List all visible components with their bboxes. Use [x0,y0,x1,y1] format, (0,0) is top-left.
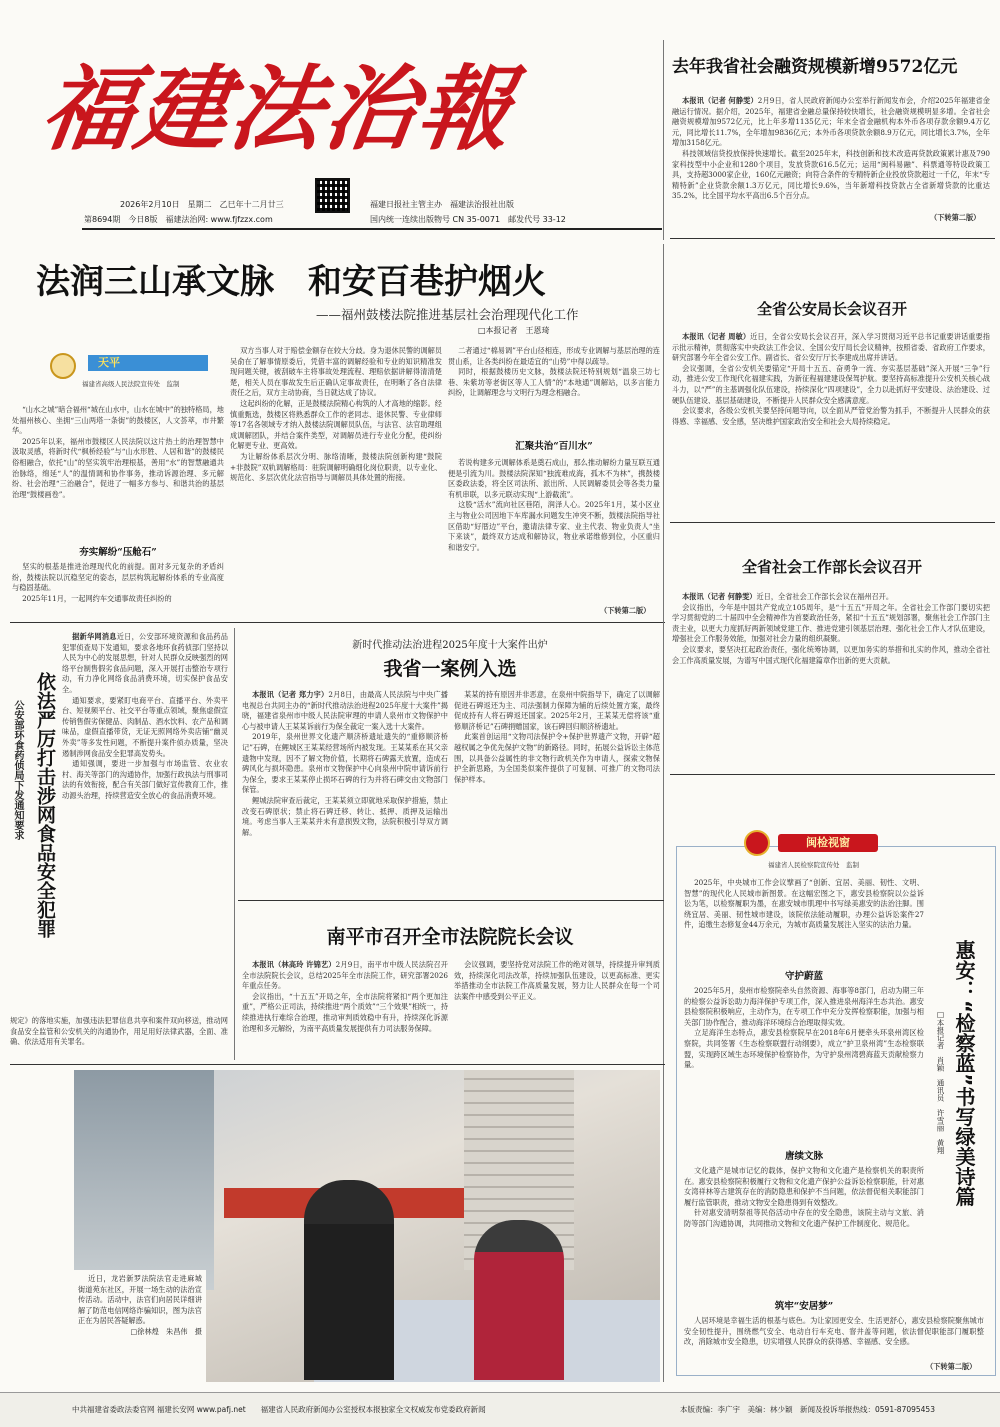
main-continued: （下转第二版） [600,606,651,615]
masthead-rule [82,228,662,230]
column-body2: 文化遗产是城市记忆的载体，保护文物和文化遗产是检察机关的职责所在。惠安县检察院积极履行文物和文化遗产保护公益诉讼检察职能，针对惠女湾祥林等古建筑存在的消防隐患和保护不当问题，依法督促相关职能部门履行监管职责，推动文物安全隐患得到有效整改。 针对惠安清明祭祖等民俗活动中存在的安全隐患，该院主动与文旅、消防等部门沟通协调，共同推动文物和文化遗产保护工作制度化、规范化。 [684,1166,924,1228]
photo-resident [474,1220,564,1380]
top-right-headline: 去年我省社会融资规模新增9572亿元 [672,57,958,77]
main-col3-subhead: 汇聚共治“百川水” [515,441,593,452]
top-right-body: 本报讯（记者 何静雯）2月9日，省人民政府新闻办公室举行新闻发布会，介绍2025年福建省金融运行情况。据介绍，2025年，福建省金融总量保持较快增长，社会融资规模明显多增。全省社会融资规模增加9572亿元，比上年多增1135亿元；年末全省金融机构本外币各项存款余额9.4万亿元，同比增长11.7%，全年增加9836亿元；本外币各项贷款余额8.9万亿元，同比增长3.7%，全年增加3158亿元。 科技领域信贷投放保持快速增长。截至2025年末，科技创新和技术改造再贷款政策累计惠及790家科技型中小企业和1280个项目，发放贷款616.5亿元；运用“闽科易融”、科票通等特设政策工具，支持超3000家企业，160亿元融资；向符合条件的专精特新企业投放贷款超过一千亿，年末“专精特新”企业贷款余额1.3万亿元，同比增长9.6%，当年新增科技贷款占全省新增贷款的比重达35.2%，比全国平均水平高出6.5个百分点。 [672,96,990,201]
main-col1: “山水之城”暗合福州“城在山水中，山水在城中”的独特格局，地处福州核心、坐拥“三山两塔一条街”的鼓楼区，人文荟萃，市井繁华。 2025年以来，福州市鼓楼区人民法院以这片热土的治理智慧中汲取灵感，将新时代“枫桥经验”与“山水形胜、人居和谐”的鼓楼民俗相融合，依托“山”的坚实筑牢治理根基，善用“水”的智慧融通共治脉络，绵延“人”的温情调和协作事务，推动诉源治理、多元解纷、社会治理“三治融合”，促进了一幅多方参与、和谐共治的基层治理“鼓楼画卷”。 [12,405,224,499]
column-sub2: 唐续文脉 [784,1151,823,1162]
main-headline: 法润三山承文脉 和安百巷护烟火 [36,262,546,302]
social-work-byline: 本报讯（记者 何静雯） [682,592,757,601]
food-vertical-headline: 依法严厉打击涉网食品安全犯罪 [34,672,56,938]
column-badge-title: 闽检视窗 [778,834,878,852]
social-work-rule [670,774,995,775]
main-subtitle: ——福州鼓楼法院推进基层社会治理现代化工作 [316,307,579,322]
column-body3: 人居环境是幸福生活的根基与底色。为让家园更安全、生活更舒心，惠安县检察院聚焦城市安全韧性提升，围绕燃气安全、电动自行车充电、窨井盖等问题，依法督促职能部门履职整改，消除城市安全隐患，切实增强人民群众的获得感、幸福感、安全感。 [684,1316,984,1347]
scales-icon [50,353,76,379]
police-rule [670,522,995,523]
nanping-col2: 会议强调，要坚持党对法院工作的绝对领导，持续提升审判质效，持续深化司法改革，持续加强队伍建设，以更高标准、更实举措推动全市法院工作高质量发展，努力让人民群众在每一个司法案件中感受到公平正义。 [454,960,660,1001]
top-right-byline: 本报讯（记者 何静雯） [682,96,758,105]
tianping-badge-caption: 福建省高级人民法院宣传处 监制 [82,380,180,388]
nanping-col1: 本报讯（林高玲 许锦艺）2月9日，南平市中级人民法院召开全市法院院长会议，总结2025年全市法院工作，研究部署2026年重点任务。 会议指出，“十五五”开局之年，全市法院将紧扣“两个更加注重”，严格公正司法，持续推进“两个质效”“三个效果”相统一，持续推进执行难综合治理，推动审判质效稳中有升，持续深化诉源治理和多元解纷，为南平高质量发展提供有力司法服务保障。 [242,960,448,1033]
cases-divider [234,628,235,1060]
police-byline: 本报讯（记者 周敏） [682,332,751,341]
column-continued: （下转第二版） [926,1362,977,1371]
police-body: 本报讯（记者 周敏）近日，全省公安局长会议召开，深入学习贯彻习近平总书记重要讲话重要指示批示精神，贯彻落实中央政法工作会议、全国公安厅局长会议精神，按照省委、省政府工作要求，研究部署今年全省公安工作。副省长、省公安厅厅长李建成出席并讲话。 会议强调，全省公安机关要锚定“开局十五五、奋勇争一流、夯实基层基础”深入开展“三争”行动，推进公安工作现代化福建实践，为新征程福建建设保驾护航。要坚持高标准提升公安机关核心战斗力，以“严”的主基调强化队伍建设，持续深化“四项建设”，全力以赴抓好平安建设、法治建设、过硬队伍建设、基层基础建设，不断提升人民群众安全感满意度。 会议要求，各级公安机关要坚持问题导向，以全面从严管党治警为抓手，不断提升人民群众的获得感、幸福感、安全感，坚决维护国家政治安全和社会大局持续稳定。 [672,332,990,426]
main-bottom-rule [10,622,665,623]
column-sub1: 守护蔚蓝 [784,971,823,982]
column-intro: 2025年，中央城市工作会议擘画了“创新、宜居、美丽、韧性、文明、智慧”的现代化人民城市新图景。在这幅宏图之下，惠安县检察院以公益诉讼为笔，以检察履职为墨，在惠安城市肌理中书写绿美惠安的法治注脚。围绕宜居、美丽、韧性城市建设，该院依法能动履职，办理公益诉讼案件27件，追缴生态修复金44万余元，为城市高质量发展注入坚实的法治力量。 [684,878,924,930]
cases-kicker: 新时代推动法治进程2025年度十大案件出炉 [352,640,548,651]
photo-credit: □徐林煌 朱昌伟 摄 [130,1326,202,1336]
sponsor-line-1: 福建日报社主管主办 福建法治报社出版 [370,200,514,209]
nanping-headline: 南平市召开全市法院院长会议 [326,926,574,948]
sponsor-line-2: 国内统一连续出版物号 CN 35-0071 邮发代号 33-12 [370,215,566,224]
cases-col2: 某某的持有原因并非恶意，在泉州中院指导下，确定了以调解促进石碑返还为主、司法强制力保障为辅的后续处置方案，最终促成持有人将石碑返还国家。2025年2月，王某某无偿将该“重修顺济桥记”石碑捐赠国家，该石碑回归顺济桥遗址。 此案首创运用“文物司法保护令+保护世界遗产文物，开辟“超越权属之争优先保护文物”的新路径。同时，拓展公益诉讼主体范围，以具备公益属性的非文物行政机关作为申请人，探索文物保护全新思路，为全国类似案件提供了可复制、可推广的文物司法保护样本。 [454,690,660,784]
top-right-rule [670,238,995,239]
column-body1: 2025年5月，泉州市检察院牵头自然资源、海事等8部门，启动为期三年的检察公益诉讼助力海洋保护专项工作，深入推进泉州海洋生态共治。惠安县检察院积极响应，主动作为，在专项工作中充分发挥检察职能，加强与相关部门协作配合，推动海洋环境综合治理取得实效。 立足海洋生态特点，惠安县检察院早在2018年6月便牵头环泉州湾区检察院，共同签署《生态检察联盟行动纲要》，成立“护卫泉州湾”生态检察联盟，实现跨区域生态环境保护检察协作，为守护泉州湾碧海蓝天贡献检察力量。 [684,986,924,1070]
photo-building [74,1070,214,1290]
footer-left: 中共福建省委政法委官网 福建长安网 www.pafj.net 福建省人民政府新闻办公室授权本报独家全文权威发布党委政府新闻 [72,1405,486,1414]
column-vertical-byline: □本报记者 肖颖 通讯员 许雪丽 黄翔 [936,1010,945,1154]
main-col1-subhead: 夯实解纷“压舱石” [79,547,157,558]
column-sub3: 筑牢“安居梦” [774,1301,834,1312]
masthead-title: 福建法治報 [35,55,521,163]
photo-caption: 近日，龙岩新罗法院法官走进麻城街道苑东社区，开展一场生动的法治宣传活动。活动中，法官们向居民详细讲解了防范电信网络诈骗知识，图为法官正在为居民答疑解惑。 □徐林煌 朱昌伟 摄 [78,1274,202,1336]
qr-code [315,178,350,213]
date-line: 2026年2月10日 星期二 乙巳年十二月廿三 [120,200,284,209]
column-divider [663,40,664,240]
main-col1b: 坚实的根基是推进治理现代化的前提。面对多元复杂的矛盾纠纷，鼓楼法院以沉稳坚定的姿态，层层构筑起解纷体系的专业高度与稳固基础。 2025年11月，一起网约车交通事故责任纠纷的 [12,562,224,603]
food-byline: 据新华网消息 [72,632,117,641]
procuratorate-emblem-icon [744,830,770,856]
right-column-divider [663,244,664,1382]
main-col3: 二者通过“棉易调”平台山径相连，形成专业调解与基层治理的连贯山系，让各类纠纷在最适宜的“山势”中得以疏导。 同时，根据鼓楼历史文脉，鼓楼法院还特别规划“温泉三坊七巷、朱紫坊等老街区等人工人情”的“本地通”调解站，以多言能力纠纷，让调解理念与文明行为理念相融合。 [448,346,660,398]
tianping-badge [38,345,214,395]
food-body: 据新华网消息近日，公安部环境资源和食品药品犯罪侦查局下发通知，要求各地环食药侦部门坚持以人民为中心的发展思想，针对人民群众反映强烈的网络平台制售假劣食品问题，深入开展打击整治专项行动，有力净化网络食品消费环境，切实保护食品安全。 通知要求，要紧盯电商平台、直播平台、外卖平台、短视频平台、社交平台等重点领域，聚焦虚假宣传销售假劣保健品、肉制品、酒水饮料、农产品和调味品，虚假直播带货，无证无照网络外卖店铺“幽灵外卖”等多发性问题，不断提升案件侦办质量，坚决遏制涉网食品安全犯罪高发势头。 通知强调，要进一步加强与市场监管、农业农村、海关等部门的沟通协作，加强行政执法与刑事司法的有效衔接，配合有关部门做好宣传教育工作，推动源头治理，持续营造安全放心的食品消费环境。 [62,632,228,800]
food-body-bottom: 规定》的落地实施，加强违法犯罪信息共享和案件双向移送，推动网食品安全监管和公安机关的沟通协作，用足用好法律武器，全面、准确、依法适用有关罪名。 [10,1016,228,1047]
social-work-body: 本报讯（记者 何静雯）近日，全省社会工作部长会议在福州召开。 会议指出，今年是中国共产党成立105周年，是“十五五”开局之年。全省社会工作部门要切实把学习贯彻党的二十届四中全会精神作为首要政治任务，紧扣“十五五”规划部署，聚焦社会工作部门主责主业，以更大力度抓好两新领域党建工作、推进党建引领基层治理、强化社会工作人才队伍建设，增强社会工作服务效能，加强对社会力量的组织凝聚。 会议要求，要坚决扛起政治责任，强化统筹协调，以更加务实的举措和扎实的作风，推动全省社会工作高质量发展，为谱写中国式现代化福建篇章作出新的更大贡献。 [672,592,990,665]
cases-col1: 本报讯（记者 郑力宇）2月8日，由最高人民法院与中央广播电视总台共同主办的“新时代推动法治进程2025年度十大案件”揭晓，福建省泉州市中级人民法院审理的申请人泉州市文物保护中心与被申请人王某某诉前行为保全裁定一案入选十大案件。 2019年，泉州世界文化遗产顺济桥遗址遗失的“重修顺济桥记”石碑，在鲤城区王某某经营场所内被发现。王某某系在其父亲遗物中发现，因不了解文物价值，长期将石碑露天放置，造成石碑风化与损坏隐患。泉州市文物保护中心向泉州中院申请诉前行为保全，要求王某某停止损坏石碑的行为并将石碑交由文物部门保管。 鲤城法院审查后裁定，王某某须立即就地采取保护措施，禁止改变石碑原状；禁止将石碑迁移、转让、抵押、质押及运输出境。考虑当事人王某某并未有意损毁文物，法院积极引导双方调解。 [242,690,448,837]
police-headline: 全省公安局长会议召开 [756,300,907,318]
issue-line: 第8694期 今日8版 福建法治网: www.fjfzzx.com [84,215,273,224]
social-work-headline: 全省社会工作部长会议召开 [741,558,922,576]
cases-rule [238,900,664,901]
cases-headline: 我省一案例入选 [383,658,517,680]
food-vertical-sub: 公安部环食药侦局下发通知要求 [12,700,23,840]
column-badge [744,826,944,876]
top-right-continued: （下转第二版） [930,213,981,222]
main-col3b: 若说构建多元调解体系是奠石成山，那么推动解纷力量互联互通便是引流为川。鼓楼法院深知“独流难成海，孤木不为林”，携鼓楼区委政法委，将全区司法所、派出所、人民调解委员会等各类力量有机串联，以多元联动实现“上游截流”。 这股“活水”流向社区巷陌，润泽人心。2025年1月，某小区业主与物业公司因地下车库漏水问题发生冲突不断，鼓楼法院指导社区借助“好厝边”平台，邀请法律专家、业主代表、物业负责人“坐下来谈”，最终双方达成和解协议，物业承诺维修到位，小区重归和谐安宁。 [448,458,660,552]
column-badge-caption: 福建省人民检察院宣传处 监制 [768,861,859,869]
cases-byline: 本报讯（记者 郑力宇） [252,690,329,699]
main-byline: □本报记者 王恩琦 [478,326,550,335]
column-vertical-headline: 惠安：“检察蓝”书写绿美诗篇 [952,940,976,1207]
tianping-badge-title: 天平 [88,355,208,371]
main-col2: 双方当事人对于赔偿金额存在较大分歧。身为退休民警的调解员吴俞在了解事情原委后，凭借丰富的调解经验和专业的知识精准发现问题关键，被刮破车主将事故处理流程、理赔依据讲解得清清楚楚，相关人员在事故发生后正确认定事故责任，在明晰了各自法律责任之后，双方主动协商，当日就达成了协议。 这起纠纷的化解，正是鼓楼法院精心构筑的人才高地的缩影。经慎重甄选，鼓楼区将熟悉群众工作的老同志、退休民警、专业律师等17名各领域专才纳入鼓楼法院调解员队伍，与法官、法官助理组成调解团队，并结合案件类型，对调解员进行专业化分配，使纠纷化解更专业、更高效。 为让解纷体系层次分明、脉络清晰，鼓楼法院创新构建“鼓院+非鼓院”双轨调解格局：驻院调解明确细化岗位职责，以专业化、规范化、多层次优化法官指导与调解员具体处置的衔接。 [230,346,442,483]
photo-judge [304,1180,394,1380]
nanping-byline: 本报讯（林高玲 许锦艺） [252,960,336,969]
nanping-rule [10,1064,665,1065]
footer-right: 本版责编：李广宇 美编：林少颖 新闻及投诉举报热线：0591-87095453 [680,1405,935,1414]
